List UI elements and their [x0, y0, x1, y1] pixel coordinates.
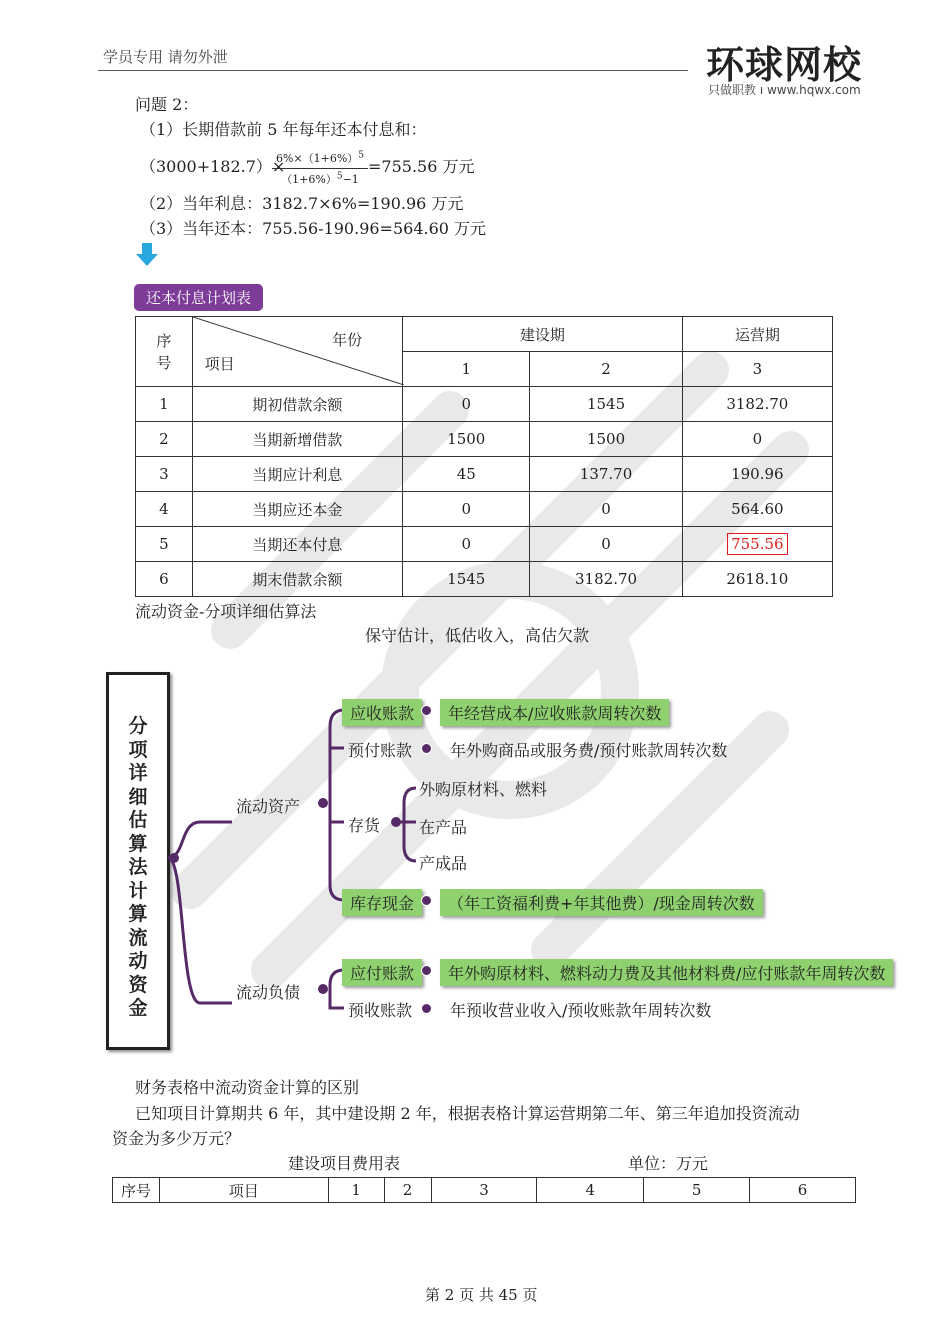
row-y3: 2618.10 — [682, 562, 832, 597]
row-item: 期初借款余额 — [192, 387, 402, 422]
question-line-3: （3）当年还本：755.56-190.96=564.60 万元 — [140, 219, 487, 238]
question-line-1: （1）长期借款前 5 年每年还本付息和： — [140, 120, 427, 139]
formula-den-exponent: 5 — [336, 171, 343, 182]
brand-logo: 环球网校 — [706, 43, 863, 87]
year-1: 1 — [403, 352, 530, 387]
mindmap-inventory-item: 在产品 — [419, 818, 468, 837]
row-item: 期末借款余额 — [192, 562, 402, 597]
page-footer: 第 2 页 共 45 页 — [425, 1286, 538, 1304]
mindmap-liabilities: 流动负债 — [236, 983, 301, 1002]
formula-right: =755.56 万元 — [368, 157, 475, 176]
row-y3: 190.96 — [682, 457, 832, 492]
row-y3: 564.60 — [682, 492, 832, 527]
question-heading: 问题 2： — [135, 95, 199, 114]
schedule-badge: 还本付息计划表 — [134, 284, 263, 311]
collapse-dot-icon — [421, 705, 432, 716]
collapse-dot-icon — [421, 1003, 432, 1014]
row-no: 4 — [136, 492, 193, 527]
head-item: 项目 — [204, 355, 235, 373]
mindmap-advance: 预收账款 — [348, 1001, 413, 1020]
highlighted-value: 755.56 — [727, 533, 788, 555]
formula-denominator: （1+6%） — [281, 173, 337, 186]
row-item: 当期还本付息 — [192, 527, 402, 562]
col-header: 4 — [537, 1178, 644, 1203]
header-notice: 学员专用 请勿外泄 — [103, 48, 228, 66]
mindmap-root: 分项详细估算法计算流动资金 — [128, 715, 148, 1019]
mindmap-advance-formula: 年预收营业收入/预收账款年周转次数 — [450, 1001, 712, 1020]
brand-tagline: 只做职教 ı www.hqwx.com — [708, 83, 861, 97]
year-3: 3 — [682, 352, 832, 387]
head-year: 年份 — [332, 331, 363, 349]
col-header: 1 — [328, 1178, 384, 1203]
col-header: 序号 — [113, 1178, 160, 1203]
row-no: 6 — [136, 562, 193, 597]
row-y2: 0 — [530, 527, 682, 562]
row-no: 3 — [136, 457, 193, 492]
collapse-dot-icon — [421, 743, 432, 754]
col-header: 5 — [644, 1178, 750, 1203]
mindmap-payables: 应付账款 — [342, 959, 422, 986]
row-y2: 1500 — [530, 422, 682, 457]
diff-title: 财务表格中流动资金计算的区别 — [135, 1078, 360, 1097]
collapse-dot-icon — [421, 895, 432, 906]
row-item: 当期应还本金 — [192, 492, 402, 527]
row-y3: 3182.70 — [682, 387, 832, 422]
cost-table-unit: 单位：万元 — [628, 1154, 709, 1173]
col-header: 3 — [431, 1178, 537, 1203]
row-y2: 137.70 — [530, 457, 682, 492]
diff-para-2: 资金为多少万元？ — [112, 1129, 241, 1148]
mindmap-cash-formula: （年工资福利费+年其他费）/现金周转次数 — [440, 889, 763, 916]
head-construction: 建设期 — [403, 317, 683, 352]
question-line-2: （2）当年利息：3182.7×6%=190.96 万元 — [140, 194, 464, 213]
formula-den-tail: −1 — [342, 173, 359, 186]
mindmap-cash: 库存现金 — [342, 889, 422, 916]
row-y1: 0 — [403, 387, 530, 422]
row-y1: 45 — [403, 457, 530, 492]
mindmap-receivables-formula: 年经营成本/应收账款周转次数 — [440, 699, 669, 726]
year-2: 2 — [530, 352, 682, 387]
working-capital-subtitle: 保守估计，低估收入，高估欠款 — [365, 626, 590, 645]
mindmap-receivables: 应收账款 — [342, 699, 422, 726]
mindmap-prepaid-formula: 年外购商品或服务费/预付账款周转次数 — [450, 741, 728, 760]
row-y2: 0 — [530, 492, 682, 527]
row-y3: 0 — [682, 422, 832, 457]
cost-table — [112, 1177, 856, 1203]
mindmap-payables-formula: 年外购原材料、燃料动力费及其他材料费/应付账款年周转次数 — [440, 959, 893, 986]
collapse-dot-icon — [421, 965, 432, 976]
row-no: 1 — [136, 387, 193, 422]
cost-table-title: 建设项目费用表 — [288, 1154, 401, 1173]
mindmap-inventory-item: 产成品 — [419, 854, 468, 873]
formula-num-exponent: 5 — [358, 150, 365, 161]
row-no: 2 — [136, 422, 193, 457]
row-no: 5 — [136, 527, 193, 562]
head-operation: 运营期 — [682, 317, 832, 352]
diff-para-1: 已知项目计算期共 6 年，其中建设期 2 年，根据表格计算运营期第二年、第三年追加投资流动 — [135, 1104, 800, 1123]
row-y2: 3182.70 — [530, 562, 682, 597]
head-seq: 序号 — [136, 317, 193, 387]
row-y1: 0 — [403, 527, 530, 562]
mindmap-inventory: 存货 — [348, 816, 381, 835]
row-y1: 0 — [403, 492, 530, 527]
mindmap-inventory-item: 外购原材料、燃料 — [419, 780, 548, 799]
col-header: 项目 — [159, 1178, 328, 1203]
row-y1: 1500 — [403, 422, 530, 457]
row-y2: 1545 — [530, 387, 682, 422]
mindmap-assets: 流动资产 — [236, 797, 301, 816]
formula-left: （3000+182.7）× — [140, 157, 286, 176]
working-capital-title: 流动资金-分项详细估算法 — [135, 602, 317, 621]
mindmap-prepaid: 预付账款 — [348, 741, 413, 760]
row-item: 当期新增借款 — [192, 422, 402, 457]
row-item: 当期应计利息 — [192, 457, 402, 492]
table-header-row — [113, 1178, 856, 1203]
row-y1: 1545 — [403, 562, 530, 597]
col-header: 6 — [750, 1178, 856, 1203]
formula-numerator: 6%×（1+6%） — [275, 152, 359, 165]
col-header: 2 — [384, 1178, 431, 1203]
